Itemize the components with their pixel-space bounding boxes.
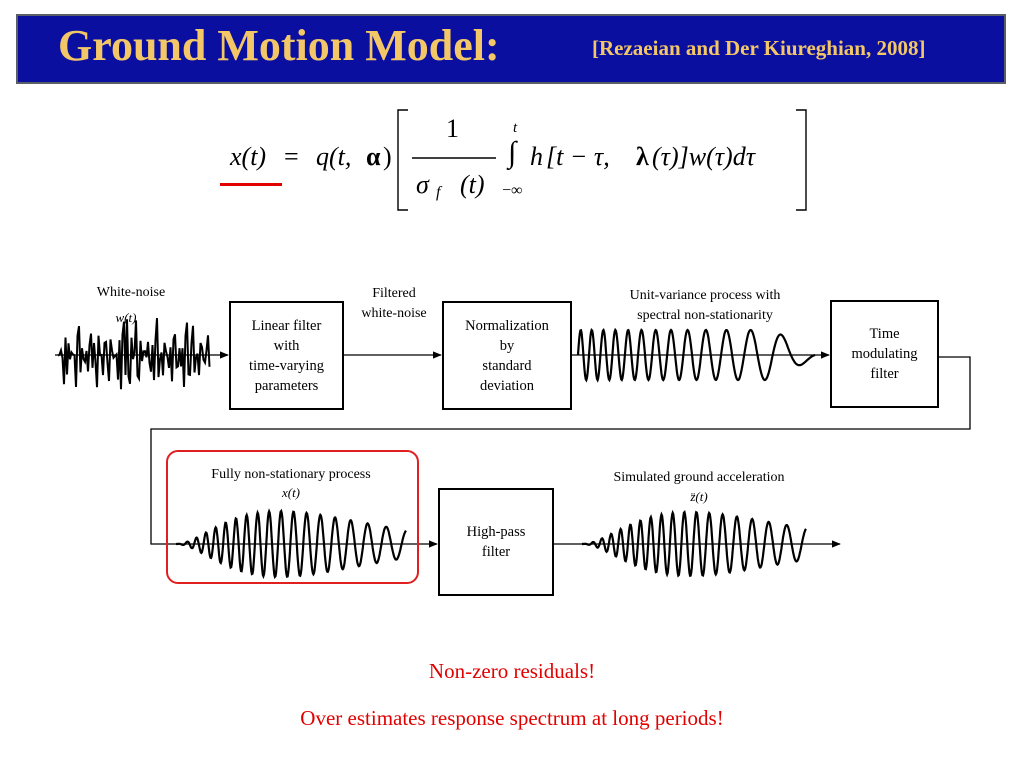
high-pass-box — [438, 488, 554, 596]
white-noise-label: White-noise — [96, 285, 166, 300]
citation: [Rezaeian and Der Kiureghian, 2008] — [592, 36, 926, 60]
equation-lhs: x(t) — [230, 142, 267, 171]
integral-sign: ∫ — [508, 136, 517, 169]
linear-filter-box — [229, 301, 344, 410]
integral-upper-limit: t — [513, 120, 518, 136]
equation-q: q(t, — [316, 142, 352, 171]
equation-sigma-argument: (t) — [460, 170, 485, 199]
integrand-h: h — [530, 142, 543, 171]
white-noise-symbol: w(t) — [115, 310, 137, 325]
time-modulating-box — [830, 300, 939, 408]
nonstationary-highlight-frame — [166, 450, 419, 584]
high-pass-line-1: High-pass — [466, 524, 526, 540]
white-noise-waveform — [58, 318, 210, 389]
fully-nonstationary-symbol: x(t) — [281, 485, 301, 500]
fully-nonstationary-label: Fully non-stationary process — [211, 467, 371, 482]
simulated-symbol: z̈(t) — [690, 489, 708, 504]
linear-filter-line-2: with — [273, 337, 300, 354]
left-bracket — [398, 110, 408, 210]
linear-filter-line-1: Linear filter — [251, 317, 322, 334]
linear-filter-line-3: time-varying — [249, 357, 324, 374]
equation-q-close: ) — [383, 142, 392, 171]
equation-alpha: α — [366, 142, 381, 171]
time-modulating-line-1: Time — [869, 326, 900, 342]
equation-equals: = — [284, 142, 299, 171]
normalization-line-1: Normalization — [465, 317, 549, 334]
equation-numerator: 1 — [446, 114, 459, 143]
unit-variance-label-1: Unit-variance process with — [629, 288, 781, 303]
note-overestimate: Over estimates response spectrum at long periods! — [300, 706, 724, 730]
time-modulating-line-3: filter — [870, 366, 899, 382]
integrand-lambda: λ — [636, 142, 649, 171]
equation-sigma-subscript: f — [436, 184, 441, 201]
slide-title: Ground Motion Model: — [58, 21, 500, 70]
integrand-rest: (τ)]w(τ)dτ — [652, 142, 756, 171]
normalization-box — [442, 301, 572, 410]
equation-sigma: σ — [416, 170, 429, 199]
linear-filter-line-4: parameters — [254, 377, 319, 394]
filtered-label-2: white-noise — [361, 306, 427, 321]
time-modulating-line-2: modulating — [851, 346, 918, 362]
simulated-label: Simulated ground acceleration — [613, 470, 785, 485]
right-bracket — [796, 110, 806, 210]
normalization-line-3: standard — [482, 357, 532, 374]
filtered-label-1: Filtered — [372, 286, 416, 301]
integrand-args: [t − τ, — [546, 142, 610, 171]
integral-lower-limit: −∞ — [502, 182, 523, 199]
high-pass-line-2: filter — [481, 544, 511, 560]
note-residuals: Non-zero residuals! — [428, 659, 596, 683]
normalization-line-4: deviation — [480, 377, 534, 394]
normalization-line-2: by — [499, 337, 515, 354]
unit-variance-label-2: spectral non-stationarity — [637, 308, 773, 323]
